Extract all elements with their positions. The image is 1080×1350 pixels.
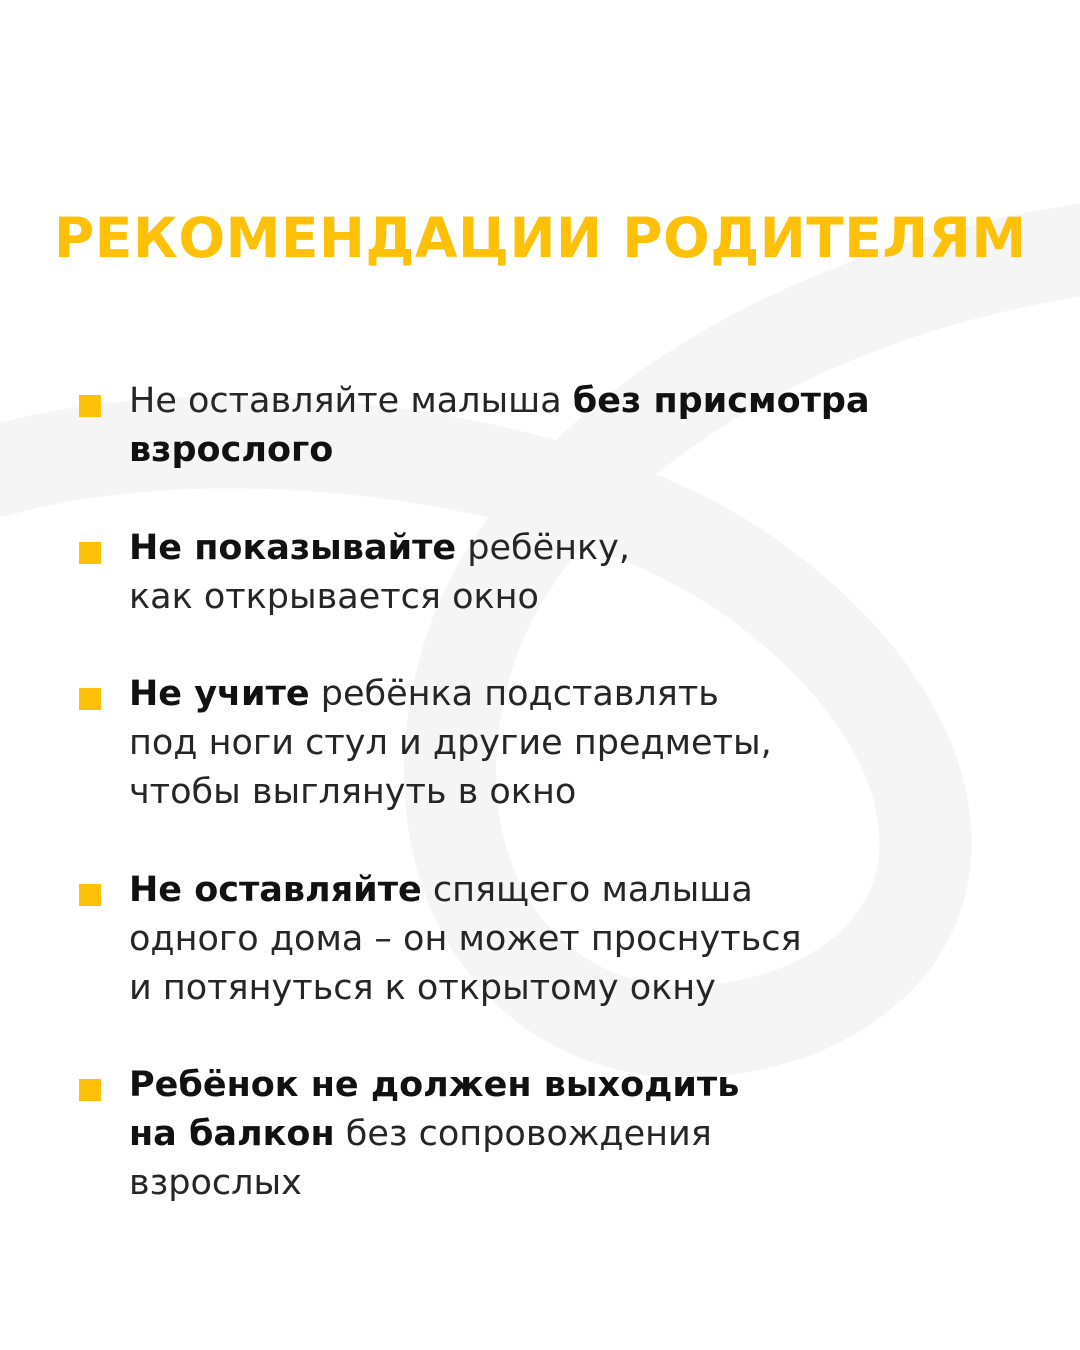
tip-text-segment-bold: Не оставляйте xyxy=(129,870,422,910)
square-bullet-icon xyxy=(79,395,101,417)
tip-line xyxy=(129,670,1029,719)
tip-text-segment: взрослых xyxy=(129,1163,302,1203)
tip-text-segment: одного дома – он может проснуться xyxy=(129,919,802,959)
tip-line xyxy=(129,1110,1029,1159)
tip-text-segment-bold: Не показывайте xyxy=(129,528,457,568)
square-bullet-icon xyxy=(79,688,101,710)
tip-line xyxy=(129,915,1029,964)
tip-text-segment: спящего малыша xyxy=(421,870,753,910)
tip-text-segment-bold: взрослого xyxy=(129,430,334,470)
tip-text-segment: чтобы выглянуть в окно xyxy=(129,772,577,812)
tip-text-segment: под ноги стул и другие предметы, xyxy=(129,723,772,763)
tip-text xyxy=(129,524,1029,622)
tip-line xyxy=(129,768,1029,817)
tip-line xyxy=(129,1159,1029,1208)
tip-text xyxy=(129,866,1029,1013)
square-bullet-icon xyxy=(79,1079,101,1101)
tip-text-segment: без сопровождения xyxy=(334,1114,712,1154)
tip-text-segment-bold: Не учите xyxy=(129,674,310,714)
tip-line xyxy=(129,377,1029,426)
tip-line xyxy=(129,719,1029,768)
tip-line xyxy=(129,964,1029,1013)
tip-text-segment-bold: Ребёнок не должен выходить xyxy=(129,1065,740,1105)
tip-text-segment-bold: на балкон xyxy=(129,1114,335,1154)
page-title: РЕКОМЕНДАЦИИ РОДИТЕЛЯМ xyxy=(54,206,1027,270)
tip-text-segment: ребёнка подставлять xyxy=(309,674,719,714)
tip-text xyxy=(129,377,1029,475)
tip-text-segment: Не оставляйте малыша xyxy=(129,381,573,421)
tip-line xyxy=(129,573,1029,622)
tip-line xyxy=(129,426,1029,475)
square-bullet-icon xyxy=(79,884,101,906)
tip-text xyxy=(129,1061,1029,1208)
tip-text-segment-bold: без присмотра xyxy=(572,381,870,421)
tip-line xyxy=(129,524,1029,573)
tip-text-segment: и потянуться к открытому окну xyxy=(129,968,716,1008)
tip-text-segment: ребёнку, xyxy=(456,528,630,568)
tip-line xyxy=(129,866,1029,915)
tip-text-segment: как открывается окно xyxy=(129,577,539,617)
square-bullet-icon xyxy=(79,542,101,564)
tip-line xyxy=(129,1061,1029,1110)
tip-text xyxy=(129,670,1029,817)
